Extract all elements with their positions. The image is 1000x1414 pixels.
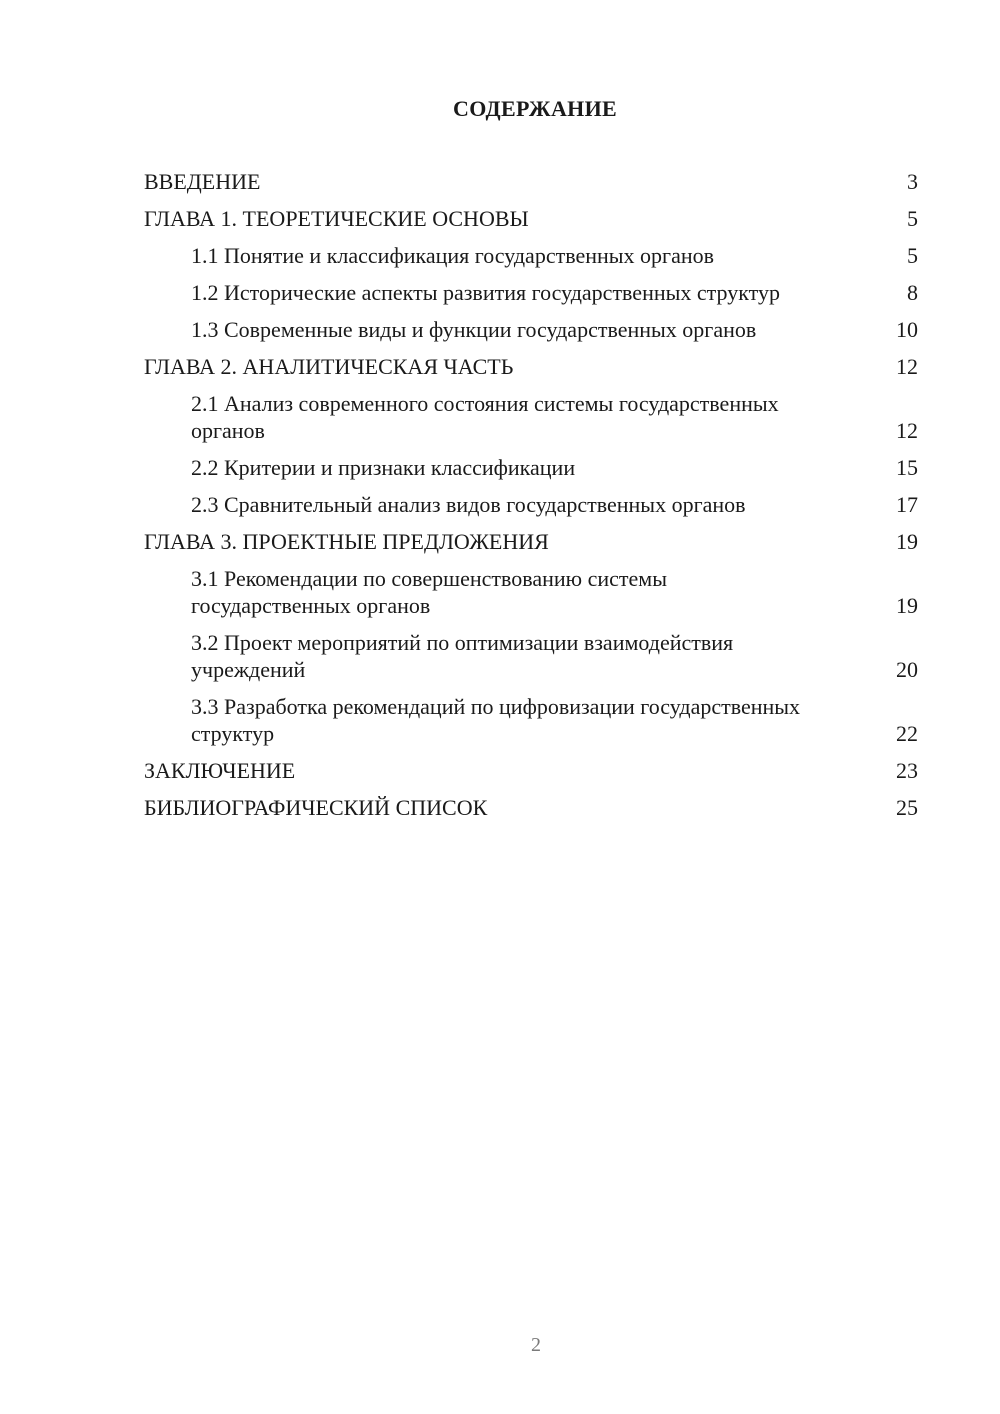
toc-entry-section-1-1[interactable] xyxy=(144,242,918,269)
toc-entry-section-2-1[interactable] xyxy=(144,390,918,444)
toc-entry-section-3-2[interactable] xyxy=(144,629,918,683)
toc-entry-page: 17 xyxy=(896,492,918,517)
toc-entry-text: ГЛАВА 2. АНАЛИТИЧЕСКАЯ ЧАСТЬ xyxy=(144,354,514,379)
toc-entry-page: 12 xyxy=(896,418,918,443)
toc-entry-conclusion[interactable] xyxy=(144,757,918,784)
toc-entry-chapter-3[interactable] xyxy=(144,528,918,555)
toc-entry-section-2-2[interactable] xyxy=(144,454,918,481)
toc-entry-page: 12 xyxy=(896,354,918,379)
toc-entry-text: 1.2 Исторические аспекты развития государственных структур xyxy=(191,280,780,305)
toc-entry-section-1-3[interactable] xyxy=(144,316,918,343)
toc-entry-page: 20 xyxy=(896,657,918,682)
toc-entry-bibliography[interactable] xyxy=(144,794,918,821)
toc-entry-text: ЗАКЛЮЧЕНИЕ xyxy=(144,758,296,783)
toc-entry-page: 23 xyxy=(896,758,918,783)
page-title: СОДЕРЖАНИЕ xyxy=(453,96,617,121)
toc-entry-page: 19 xyxy=(896,593,918,618)
toc-entry-section-3-3[interactable] xyxy=(144,693,918,747)
toc-entry-page: 5 xyxy=(907,206,918,231)
toc-entry-section-1-2[interactable] xyxy=(144,279,918,306)
toc-entry-page: 8 xyxy=(907,280,918,305)
toc-entry-page: 22 xyxy=(896,721,918,746)
toc-entry-text: 2.3 Сравнительный анализ видов государственных органов xyxy=(191,492,746,517)
toc-entry-text: 2.2 Критерии и признаки классификации xyxy=(191,455,576,480)
table-of-contents xyxy=(144,168,918,831)
toc-entry-chapter-1[interactable] xyxy=(144,205,918,232)
toc-entry-page: 10 xyxy=(896,317,918,342)
toc-entry-text: БИБЛИОГРАФИЧЕСКИЙ СПИСОК xyxy=(144,795,488,820)
toc-entry-text: 2.1 Анализ современного состояния системы государственных органов xyxy=(191,391,779,443)
toc-entry-text: 3.2 Проект мероприятий по оптимизации взаимодействия учреждений xyxy=(191,630,734,682)
toc-entry-text: ГЛАВА 1. ТЕОРЕТИЧЕСКИЕ ОСНОВЫ xyxy=(144,206,529,231)
toc-entry-page: 25 xyxy=(896,795,918,820)
page-number: 2 xyxy=(531,1334,541,1356)
toc-entry-text: ГЛАВА 3. ПРОЕКТНЫЕ ПРЕДЛОЖЕНИЯ xyxy=(144,529,549,554)
toc-entry-page: 19 xyxy=(896,529,918,554)
toc-entry-text: 3.1 Рекомендации по совершенствованию системы государственных органов xyxy=(191,566,667,618)
toc-entry-page: 15 xyxy=(896,455,918,480)
toc-entry-text: 1.3 Современные виды и функции государственных органов xyxy=(191,317,757,342)
toc-entry-page: 3 xyxy=(907,169,918,194)
toc-entry-chapter-2[interactable] xyxy=(144,353,918,380)
toc-entry-text: 3.3 Разработка рекомендаций по цифровизации государственных структур xyxy=(191,694,801,746)
toc-entry-text: 1.1 Понятие и классификация государственных органов xyxy=(191,243,715,268)
toc-entry-section-3-1[interactable] xyxy=(144,565,918,619)
toc-entry-text: ВВЕДЕНИЕ xyxy=(144,169,261,194)
toc-entry-section-2-3[interactable] xyxy=(144,491,918,518)
toc-entry-page: 5 xyxy=(907,243,918,268)
toc-entry-introduction[interactable] xyxy=(144,168,918,195)
